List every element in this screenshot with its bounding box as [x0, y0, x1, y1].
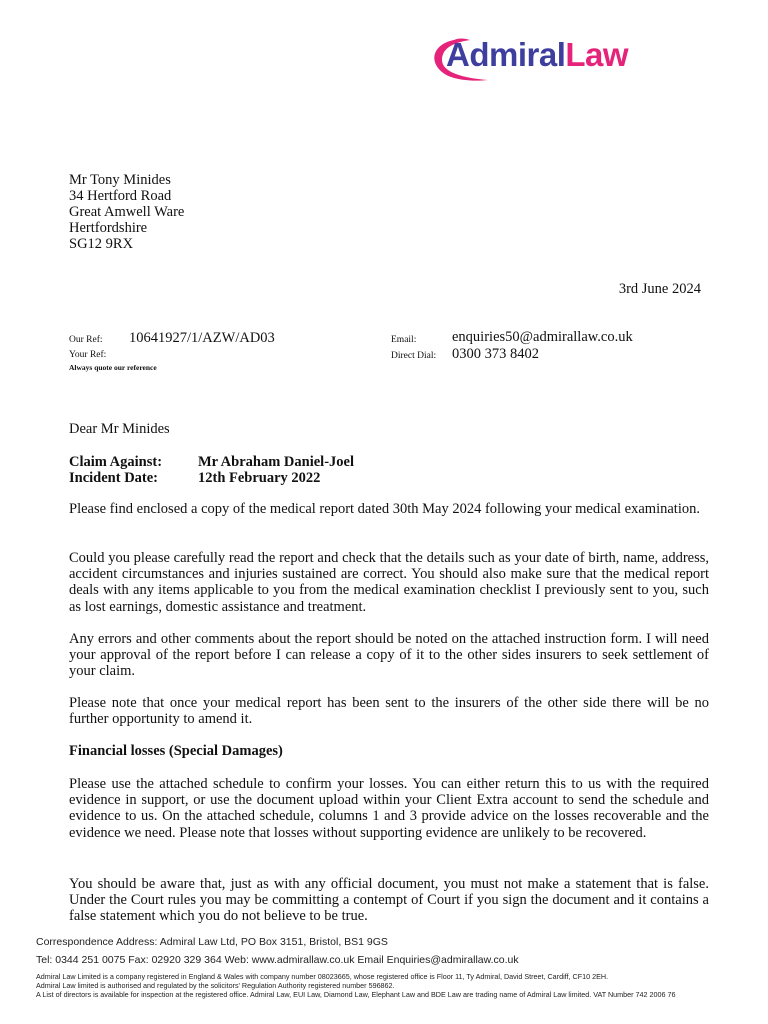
recipient-name: Mr Tony Minides: [69, 172, 171, 188]
address-postcode: SG12 9RX: [69, 236, 134, 252]
logo-text-law: Law: [565, 36, 629, 73]
footer-legal-line-3: A List of directors is available for inspection at the registered office. Admiral Law, EUI Law, Diamond Law, Elephant Law and BDE Law are trading name of Admiral Law limited. VAT Number 742 2006 76: [36, 990, 676, 1000]
incident-date-value: 12th February 2022: [198, 470, 321, 486]
logo-text-admiral: Admiral: [446, 36, 566, 73]
your-ref-label: Your Ref:: [69, 350, 107, 360]
paragraph-false-statement: You should be aware that, just as with any official document, you must not make a statement that is false. Under the Court rules you may be committing a contempt of Court if you sign the document and it contains a false statement which you do not believe to be true.: [69, 876, 709, 925]
email-label: Email:: [391, 335, 417, 345]
paragraph-schedule: Please use the attached schedule to confirm your losses. You can either return this to us with the required evidence in support, or use the document upload within your Client Extra account to send the schedule and evidence to us. On the attached schedule, columns 1 and 3 provide advice on the losses recoverable and the evidence we need. Please note that losses without supporting evidence are unlikely to be recovered.: [69, 776, 709, 841]
footer-legal-line-1: Admiral Law Limited is a company registered in England & Wales with company number 08023665, whose registered office is Floor 11, Ty Admiral, David Street, Cardiff, CF10 2EH.: [36, 972, 609, 981]
paragraph-errors: Any errors and other comments about the report should be noted on the attached instruction form. I will need your approval of the report before I can release a copy of it to the other sides insurers to seek settlement of your claim.: [69, 631, 709, 680]
letter-date: 3rd June 2024: [618, 281, 701, 297]
footer-legal-line-2: Admiral Law limited is authorised and regulated by the solicitors' Regulation Authority registered number 596862.: [36, 981, 395, 991]
salutation: Dear Mr Minides: [69, 421, 170, 437]
incident-date-label: Incident Date:: [69, 470, 159, 486]
footer-correspondence-address: Correspondence Address: Admiral Law Ltd, PO Box 3151, Bristol, BS1 9GS: [36, 936, 388, 948]
paragraph-check-details: Could you please carefully read the report and check that the details such as your date of birth, name, address, accident circumstances and injuries sustained are correct. You should also make sure that the medical report deals with any items applicable to you from the medical examination checklist I previously sent to you, such as lost earnings, domestic assistance and treatment.: [69, 550, 709, 615]
claim-details: [69, 454, 354, 486]
admiral-law-logo: [428, 34, 704, 84]
direct-dial-value: 0300 373 8402: [452, 346, 539, 362]
letter-footer: [36, 936, 746, 1000]
address-line-3: Hertfordshire: [69, 220, 148, 236]
footer-legal: [36, 972, 746, 1000]
logo-text: [446, 36, 628, 74]
address-line-2: Great Amwell Ware: [69, 204, 185, 220]
email-value: enquiries50@admirallaw.co.uk: [452, 329, 633, 345]
claim-against-label: Claim Against:: [69, 454, 163, 470]
financial-losses-heading: Financial losses (Special Damages): [69, 743, 283, 759]
our-ref-value: 10641927/1/AZW/AD03: [129, 330, 275, 346]
direct-dial-label: Direct Dial:: [391, 351, 437, 361]
paragraph-no-amend: Please note that once your medical report has been sent to the insurers of the other side there will be no further opportunity to amend it.: [69, 695, 709, 728]
quote-reference-note: Always quote our reference: [69, 363, 157, 372]
reference-block: [69, 329, 709, 379]
recipient-address: [69, 172, 184, 252]
address-line-1: 34 Hertford Road: [69, 188, 172, 204]
footer-contact-details: Tel: 0344 251 0075 Fax: 02920 329 364 Web: www.admirallaw.co.uk Email Enquiries@admirallaw.co.uk: [36, 954, 519, 966]
claim-against-value: Mr Abraham Daniel-Joel: [198, 454, 354, 470]
paragraph-medical-report: Please find enclosed a copy of the medical report dated 30th May 2024 following your medical examination.: [69, 501, 700, 517]
our-ref-label: Our Ref:: [69, 335, 103, 345]
